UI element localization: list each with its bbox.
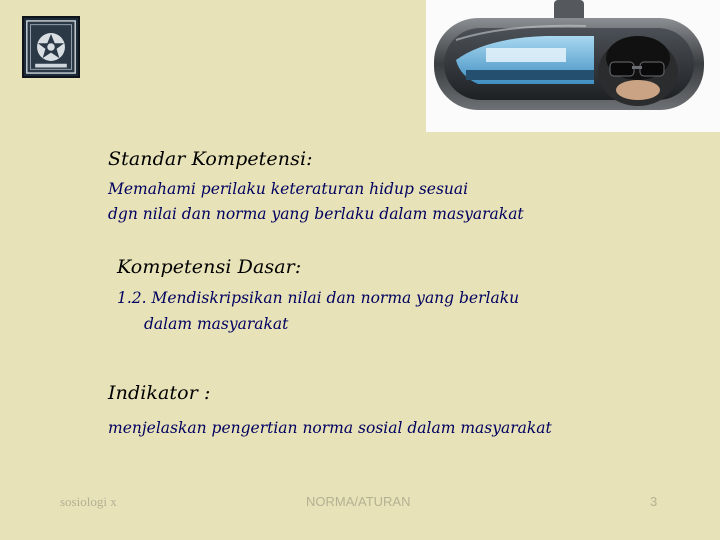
school-emblem-icon — [22, 16, 80, 78]
rearview-mirror-image — [426, 0, 720, 132]
indikator-heading: Indikator : — [108, 382, 211, 404]
page-number: 3 — [650, 494, 658, 509]
indikator-line-1: menjelaskan pengertian norma sosial dalam masyarakat — [108, 419, 552, 437]
footer-subject: sosiologi x — [60, 494, 117, 509]
kompetensi-dasar-heading: Kompetensi Dasar: — [117, 256, 302, 278]
standar-kompetensi-line-2: dgn nilai dan norma yang berlaku dalam masyarakat — [108, 205, 524, 223]
standar-kompetensi-line-1: Memahami perilaku keteraturan hidup sesuai — [108, 180, 469, 198]
standar-kompetensi-heading: Standar Kompetensi: — [108, 148, 313, 170]
kompetensi-dasar-line-1: 1.2. Mendiskripsikan nilai dan norma yang berlaku — [117, 289, 520, 307]
footer-title: NORMA/ATURAN — [306, 494, 411, 509]
kompetensi-dasar-line-2: dalam masyarakat — [144, 315, 289, 333]
